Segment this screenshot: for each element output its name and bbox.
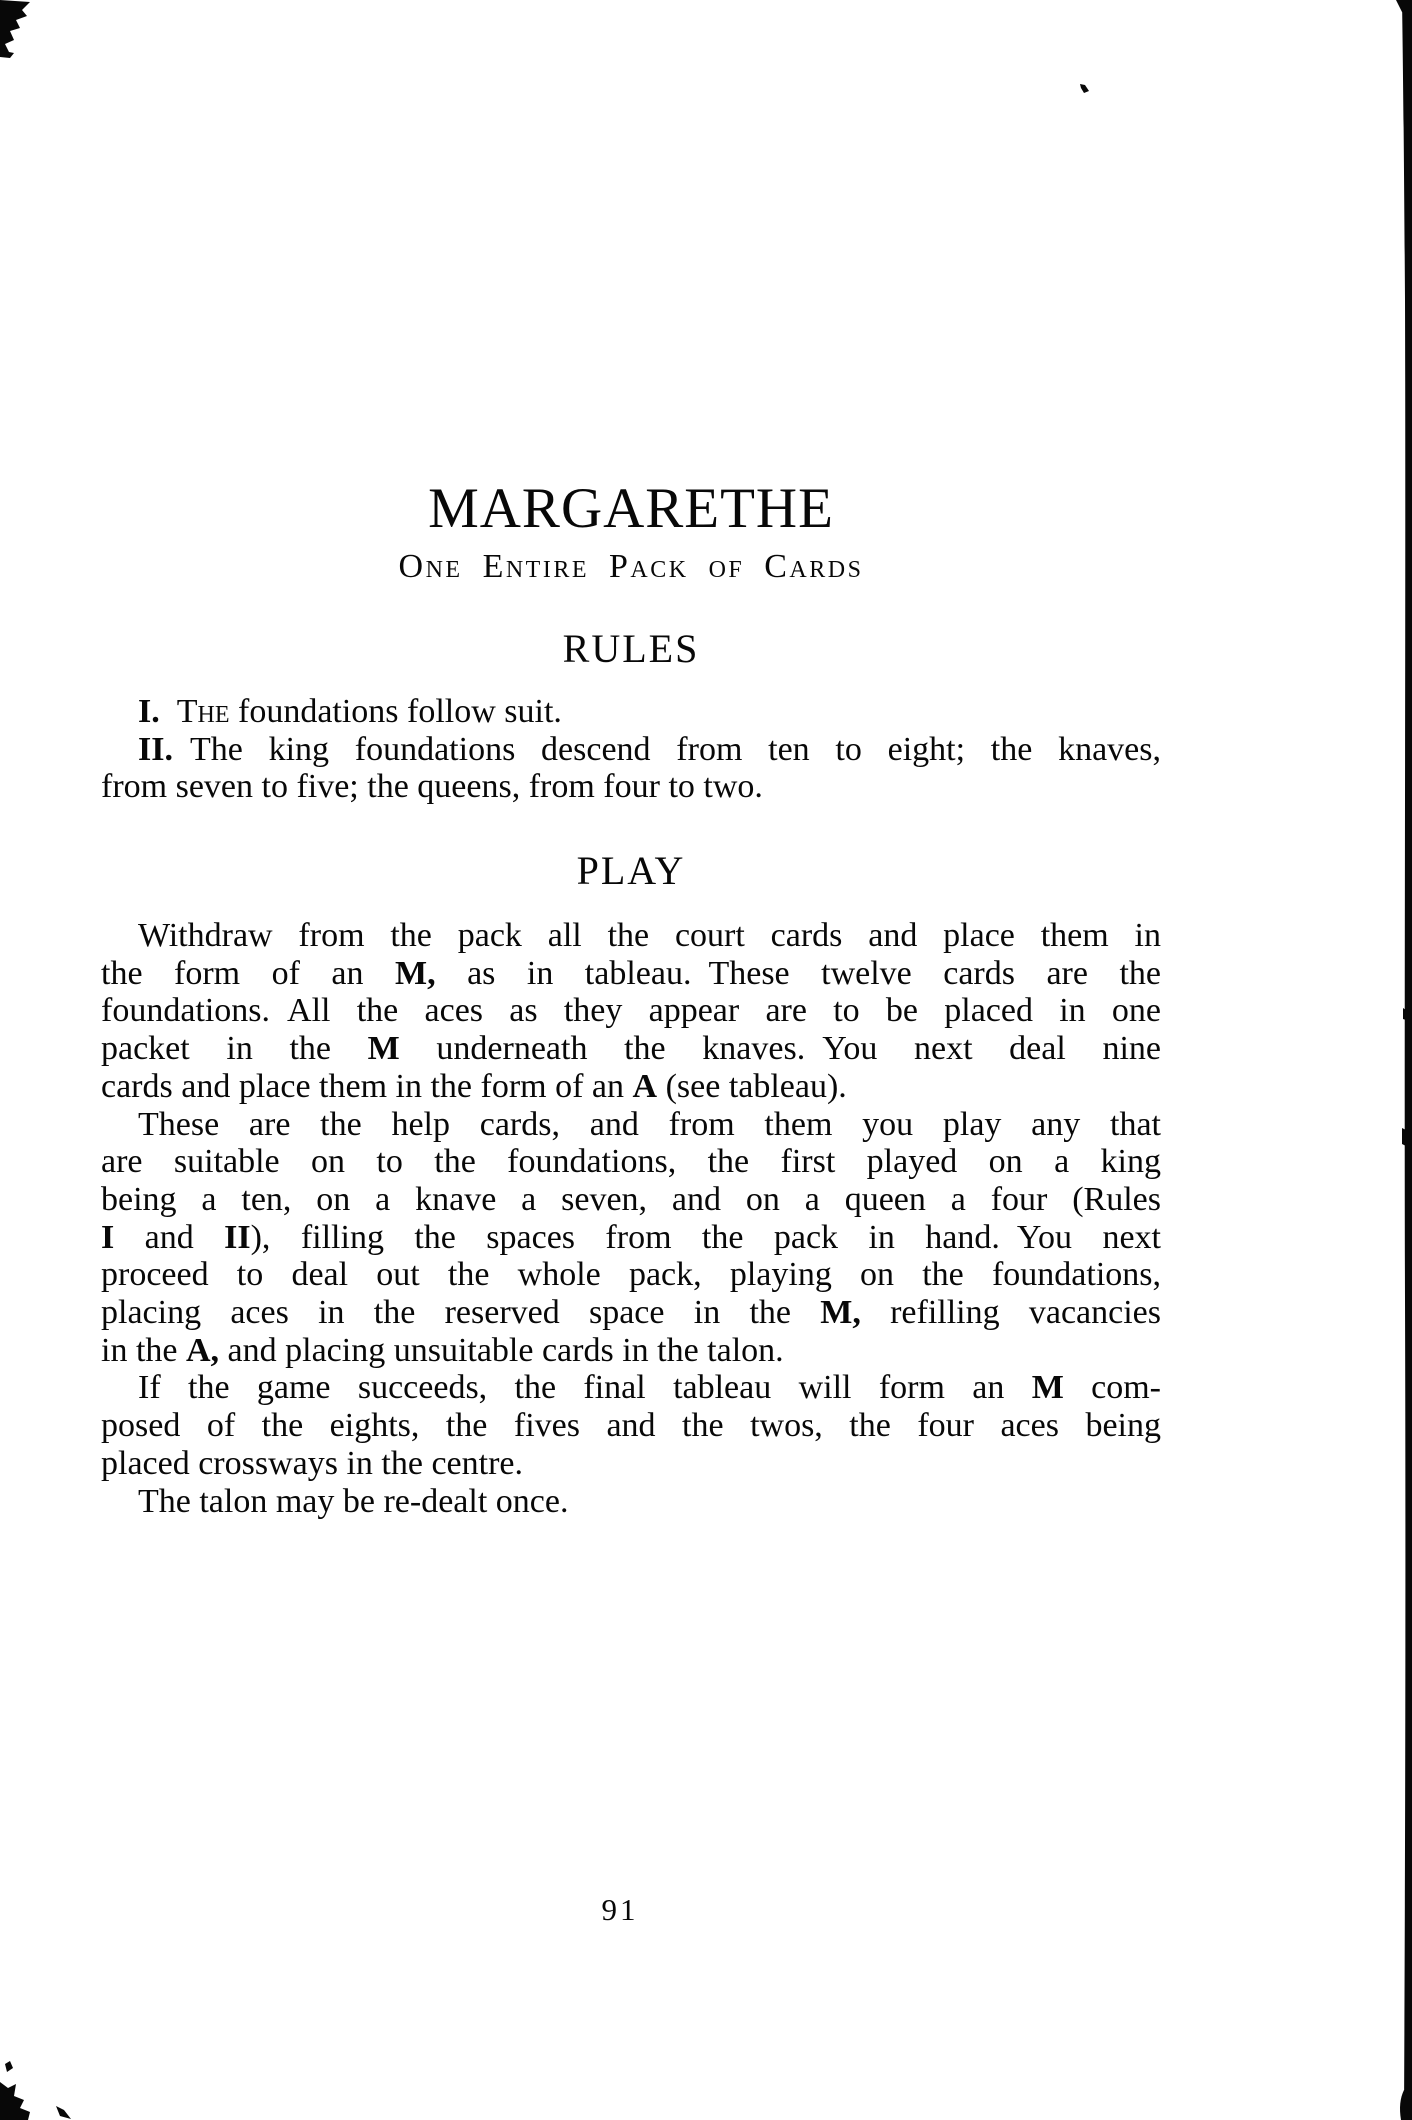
scan-artifact-right-edge-nub	[1396, 0, 1412, 1146]
text-line	[101, 1332, 1161, 1370]
text-segment: II	[224, 1218, 251, 1256]
text-line	[101, 955, 1161, 993]
text-segment: are suitable on to the foundations, the first played on a king	[101, 1143, 1161, 1181]
text-segment: A,	[185, 1331, 220, 1369]
text-line	[101, 1030, 1161, 1068]
text-segment: com-	[1063, 1369, 1162, 1407]
text-segment: A	[632, 1067, 658, 1105]
text-line	[101, 1068, 1161, 1106]
scan-artifact-top-left	[0, 0, 30, 58]
page-number: 91	[601, 1892, 639, 1927]
text-segment: M	[367, 1030, 400, 1068]
text-segment: If the game succeeds, the final tableau will form an	[138, 1369, 1032, 1407]
text-segment: the form of an	[101, 954, 395, 992]
text-segment: underneath the knaves. You next deal nine	[399, 1030, 1161, 1068]
text-segment: being a ten, on a knave a seven, and on a queen a four (Rules	[101, 1180, 1161, 1218]
text-segment: placed crossways in the centre.	[101, 1444, 523, 1482]
text-segment: foundations follow suit.	[229, 693, 562, 730]
text-line	[101, 731, 1161, 769]
text-segment: I	[101, 1218, 115, 1256]
text-segment: II.	[138, 730, 190, 768]
text-line	[101, 1143, 1161, 1181]
text-line	[101, 1445, 1161, 1483]
text-segment: M,	[394, 954, 436, 992]
scan-artifact-ink-speck	[1080, 84, 1089, 93]
text-segment: refilling vacancies	[860, 1294, 1162, 1332]
text-line	[101, 1256, 1161, 1294]
text-line	[101, 1181, 1161, 1219]
text-line	[101, 693, 1161, 731]
text-segment: and	[114, 1218, 225, 1256]
text-line	[101, 1106, 1161, 1144]
text-segment: Withdraw from the pack all the court cards and place them in	[138, 917, 1161, 954]
text-segment: packet in the	[101, 1030, 368, 1068]
text-segment: ), filling the spaces from the pack in hand. You next	[250, 1218, 1161, 1256]
text-segment: foundations. All the aces as they appear are to be placed in one	[101, 992, 1161, 1030]
text-line	[101, 1294, 1161, 1332]
text-line	[101, 768, 1161, 806]
text-segment: These are the help cards, and from them you play any that	[138, 1105, 1161, 1143]
text-segment: cards and place them in the form of an	[101, 1067, 633, 1105]
rules-heading: RULES	[562, 626, 700, 671]
play-text	[101, 917, 1161, 1520]
play-heading: PLAY	[576, 848, 686, 893]
scan-artifact-right-edge	[1402, 0, 1412, 2120]
text-segment: as in tableau. These twelve cards are the	[435, 954, 1161, 992]
text-segment: in the	[101, 1331, 186, 1369]
scan-artifact-bottom-right	[1400, 2090, 1409, 2120]
text-segment: posed of the eights, the fives and the twos, the four aces being	[101, 1407, 1161, 1445]
text-segment: M,	[820, 1294, 861, 1332]
text-line	[101, 992, 1161, 1030]
rules-text	[101, 693, 1161, 806]
page-title: MARGARETHE	[428, 477, 834, 541]
pack-subtitle: One Entire Pack of Cards	[398, 548, 864, 585]
text-segment: and placing unsuitable cards in the talon.	[219, 1331, 784, 1369]
text-line	[101, 1369, 1161, 1407]
text-line	[101, 917, 1161, 955]
text-segment: (see tableau).	[657, 1067, 847, 1105]
text-segment: from seven to five; the queens, from four to two.	[101, 768, 763, 806]
scan-artifact-bottom-left	[0, 2061, 71, 2120]
text-segment: The king foundations descend from ten to eight; the knaves,	[189, 730, 1161, 768]
text-line	[101, 1407, 1161, 1445]
text-segment: The	[176, 693, 230, 730]
text-segment: proceed to deal out the whole pack, playing on the foundations,	[101, 1256, 1161, 1294]
text-segment: The talon may be re-dealt once.	[138, 1482, 569, 1520]
text-segment: placing aces in the reserved space in the	[101, 1294, 821, 1332]
text-segment: M	[1031, 1369, 1064, 1407]
text-line	[101, 1219, 1161, 1257]
text-line	[101, 1483, 1161, 1521]
text-segment: I.	[138, 693, 177, 730]
